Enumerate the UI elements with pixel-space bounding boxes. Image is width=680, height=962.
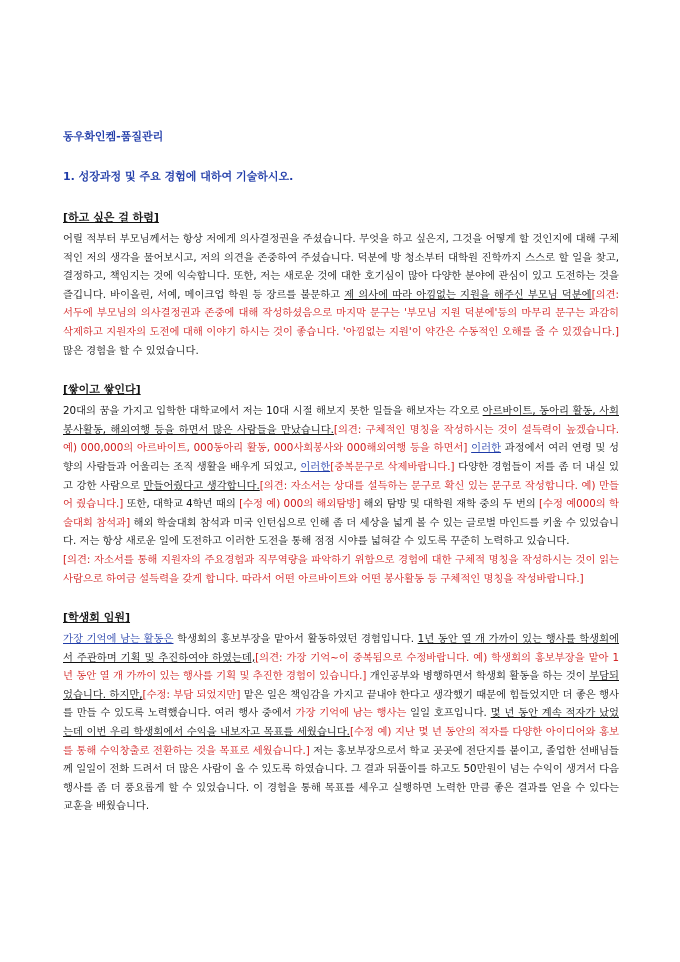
body-text: 해외 탐방 및 대학원 재학 중의 두 번의 <box>360 498 539 511</box>
highlighted-phrase: 1년 동안 열 개 가까이 있는 행사를 학생회에서 주관하며 기획 및 추진하여야 하였는데, <box>63 633 619 664</box>
essay-section <box>63 382 619 588</box>
company-title: 동우화인켐-품질관리 <box>63 130 164 143</box>
body-text: 또한, 대학교 4학년 때의 <box>123 498 240 511</box>
highlighted-phrase: 아르바이트, 동아리 활동, 사회 봉사활동, 해외여행 등을 하면서 많은 사람들을 만났습니다. <box>63 405 619 436</box>
body-text: 다양한 경험들이 저를 좀 더 내실 있고 강한 사람으로 <box>63 460 619 492</box>
body-text: 학생회의 홍보부장을 맡아서 활동하였던 경험입니다. <box>173 633 418 646</box>
highlighted-phrase: 몇 년 동안 계속 적자가 났었는데 이번 우리 학생회에서 수익을 내보자고 목표를 세웠습니다. <box>63 707 619 739</box>
essay-sections <box>63 210 619 816</box>
document-page <box>63 128 619 838</box>
highlighted-phrase: 제 의사에 따라 아낌없는 지원을 해주신 부모님 덕분에 <box>344 288 592 301</box>
reviewer-comment: [수정 예) 000의 해외탐방] <box>239 498 361 511</box>
section-body <box>63 630 619 816</box>
flagged-phrase: 가장 기억에 남는 활동은 <box>63 633 174 646</box>
section-body <box>63 230 619 360</box>
essay-section <box>63 210 619 360</box>
highlighted-phrase: 부담되었습니다. 하지만, <box>63 670 619 701</box>
essay-question: 1. 성장과정 및 주요 경험에 대하여 기술하시오. <box>63 170 294 183</box>
flagged-phrase: 이러한 <box>471 442 501 455</box>
reviewer-comment: [수정 예000의 학술대회 참석과] <box>63 498 619 529</box>
body-text: 과정에서 여러 연령 및 성향의 사람들과 어울리는 조직 생활을 배우게 되었고, <box>63 442 619 473</box>
reviewer-comment: [의견: 자소서를 통해 지원자의 주요경험과 직무역량을 파악하기 위함으로 경험에 대한 구체적 명칭을 작성하시는 것이 읽는 사람으로 하여금 설득력을 갖게 합니다. 따라서 어떤 아르바이트와 어떤 봉사활동 등 구체적인 명칭을 작성바랍니다.] <box>63 553 619 585</box>
reviewer-comment: [중복문구로 삭제바랍니다.] <box>330 460 455 473</box>
reviewer-comment: 가장 기억에 남는 행사는 <box>295 707 407 720</box>
body-text: 많은 경험을 할 수 있었습니다. <box>63 344 199 357</box>
body-text: 일일 호프입니다. <box>406 707 491 720</box>
section-heading: [학생회 임원] <box>63 611 131 625</box>
essay-section <box>63 610 619 816</box>
reviewer-comment: [수정: 부담 되었지만] <box>142 688 241 701</box>
reviewer-comment: [의견: 가장 기억~이 중복됨으로 수정바랍니다. 예) 학생회의 홍보부장을 맡아 1년 동안 열 개 가까이 있는 행사를 기획 및 추진한 경험이 있습니다.] <box>63 651 619 683</box>
section-body <box>63 402 619 588</box>
body-text: 개인공부와 병행하면서 학생회 활동을 하는 것이 <box>366 670 590 683</box>
reviewer-comment: [수정 예) 지난 몇 년 동안의 적자를 다양한 아이디어와 홍보를 통해 수익창출로 전환하는 것을 목표로 세웠습니다.] <box>63 726 619 757</box>
reviewer-comment: [의견: 서두에 부모님의 의사결정권과 존중에 대해 작성하셨음으로 마지막 문구는 '부모님 지원 덕분에'등의 마무리 문구는 과감히 삭제하고 지원자의 도전에 대해 이야기 하시는 것이 좋습니다. '아낌없는 지원'이 약간은 수동적인 오해를 줄 수 있겠습니다.] <box>63 288 619 338</box>
body-text: 20대의 꿈을 가지고 입학한 대학교에서 저는 10대 시절 해보지 못한 일들을 해보자는 각오로 <box>63 405 483 418</box>
reviewer-comment: [의견: 자소서는 상대를 설득하는 문구로 확신 있는 문구로 작성합니다. 예) 만들어 줬습니다.] <box>63 479 620 511</box>
highlighted-phrase: 만들어줬다고 생각합니다. <box>143 479 260 492</box>
body-text: 맡은 일은 책임감을 가지고 끝내야 한다고 생각했기 때문에 힘들었지만 더 좋은 행사를 만들 수 있도록 노력했습니다. 여러 행사 중에서 <box>63 688 620 720</box>
body-text: 해외 학술대회 참석과 미국 인턴십으로 인해 좀 더 세상을 넓게 볼 수 있는 글로벌 마인드를 키울 수 있었습니다. 저는 항상 새로운 일에 도전하고 이러한 도전을 통해 점점 시야를 넓혀갈 수 있도록 꾸준히 노력하고 있습니다. <box>63 516 619 548</box>
section-heading: [쌓이고 쌓인다] <box>63 383 141 397</box>
body-text: 어릴 적부터 부모님께서는 항상 저에게 의사결정권을 주셨습니다. 무엇을 하고 싶은지, 그것을 어떻게 할 것인지에 대해 구체적인 저의 생각을 물어보시고, 저의 의견을 존중하여 주셨습니다. 덕분에 방 청소부터 대학원 진학까지 스스로 할 일을 찾고, 결정하고, 책임지는 것에 익숙합니다. 또한, 저는 새로운 것에 대한 호기심이 많아 다양한 분야에 관심이 있고 도전하는 것을 즐깁니다. 바이올린, 서예, 메이크업 학원 등 장르를 불문하고 <box>63 233 619 301</box>
section-heading: [하고 싶은 걸 하렴] <box>63 211 159 224</box>
reviewer-comment: [의견: 구체적인 명칭을 작성하시는 것이 설득력이 높겠습니다. 예) 000,000의 아르바이트, 000동아리 활동, 000사회봉사와 000해외여행 등을 하면서] <box>63 423 619 455</box>
body-text: 저는 홍보부장으로서 학교 곳곳에 전단지를 붙이고, 졸업한 선배님들께 일일이 전화 드려서 더 많은 사람이 올 수 있도록 하였습니다. 그 결과 뒤풀이를 하고도 50만원이 넘는 수익이 생겨서 다음 행사를 좀 더 풍요롭게 할 수 있었습니다. 이 경험을 통해 목표를 세우고 실행하면 노력한 만큼 좋은 결과를 얻을 수 있다는 교훈을 배웠습니다. <box>63 744 620 813</box>
flagged-phrase: 이러한 <box>300 460 331 473</box>
